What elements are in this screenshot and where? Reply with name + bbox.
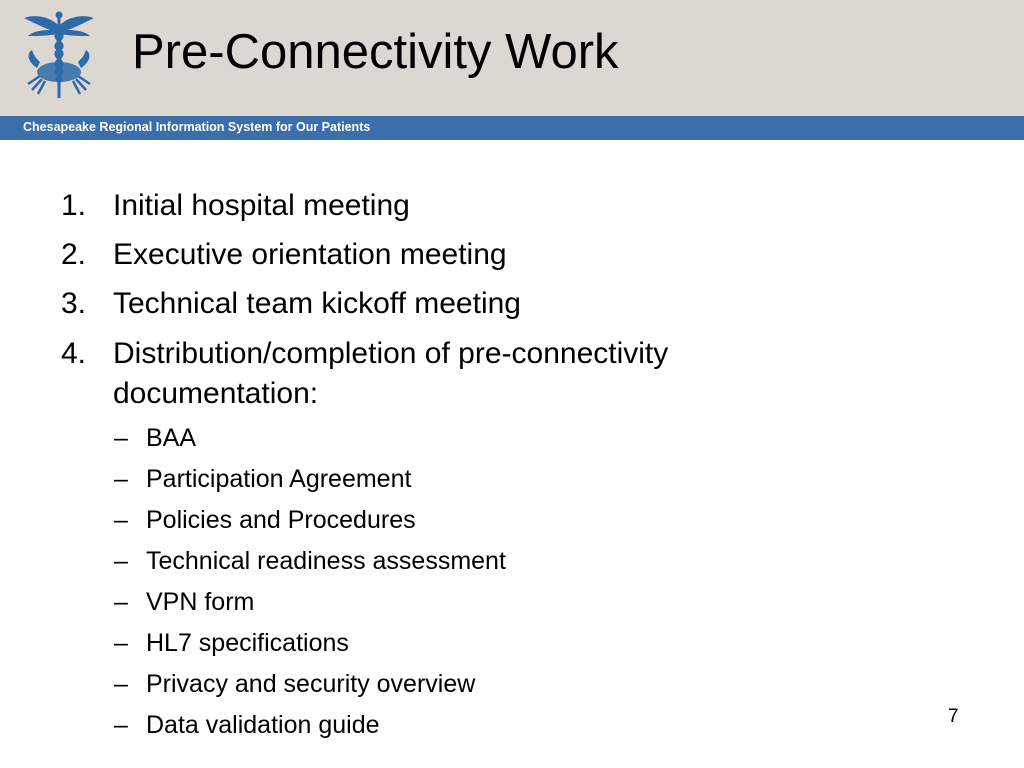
dash-bullet: – (114, 465, 128, 493)
dash-bullet: – (114, 670, 128, 698)
sub-list-item-text: Privacy and security overview (146, 670, 476, 698)
sub-list-item-text: Technical readiness assessment (146, 547, 506, 575)
dash-bullet: – (114, 629, 128, 657)
list-item-text: Initial hospital meeting (113, 189, 410, 222)
sub-list-item-text: Participation Agreement (146, 465, 412, 493)
sub-list-item-text: BAA (146, 424, 197, 452)
dash-bullet: – (114, 424, 128, 452)
page-number: 7 (948, 706, 959, 727)
list-item-text-continued: documentation: (113, 377, 319, 410)
list-item-text: Distribution/completion of pre-connectivity (113, 337, 669, 370)
sub-list-item-text: Policies and Procedures (146, 506, 416, 534)
slide-header (0, 0, 1024, 116)
list-item-number: 1. (61, 189, 87, 222)
list-item-number: 4. (61, 337, 87, 370)
list-item-number: 2. (61, 238, 87, 271)
list-item-number: 3. (61, 287, 87, 320)
organization-banner (0, 116, 1024, 140)
sub-list-item-text: VPN form (146, 588, 255, 616)
list-item-text: Executive orientation meeting (113, 238, 507, 271)
sub-list-item-text: HL7 specifications (146, 629, 349, 657)
caduceus-crab-logo-icon (20, 10, 98, 102)
slide-title: Pre-Connectivity Work (132, 25, 619, 79)
dash-bullet: – (114, 506, 128, 534)
dash-bullet: – (114, 588, 128, 616)
sub-list-item-text: Data validation guide (146, 711, 380, 739)
banner-text: Chesapeake Regional Information System for Our Patients (23, 120, 371, 134)
list-item-text: Technical team kickoff meeting (113, 287, 521, 320)
dash-bullet: – (114, 711, 128, 739)
dash-bullet: – (114, 547, 128, 575)
